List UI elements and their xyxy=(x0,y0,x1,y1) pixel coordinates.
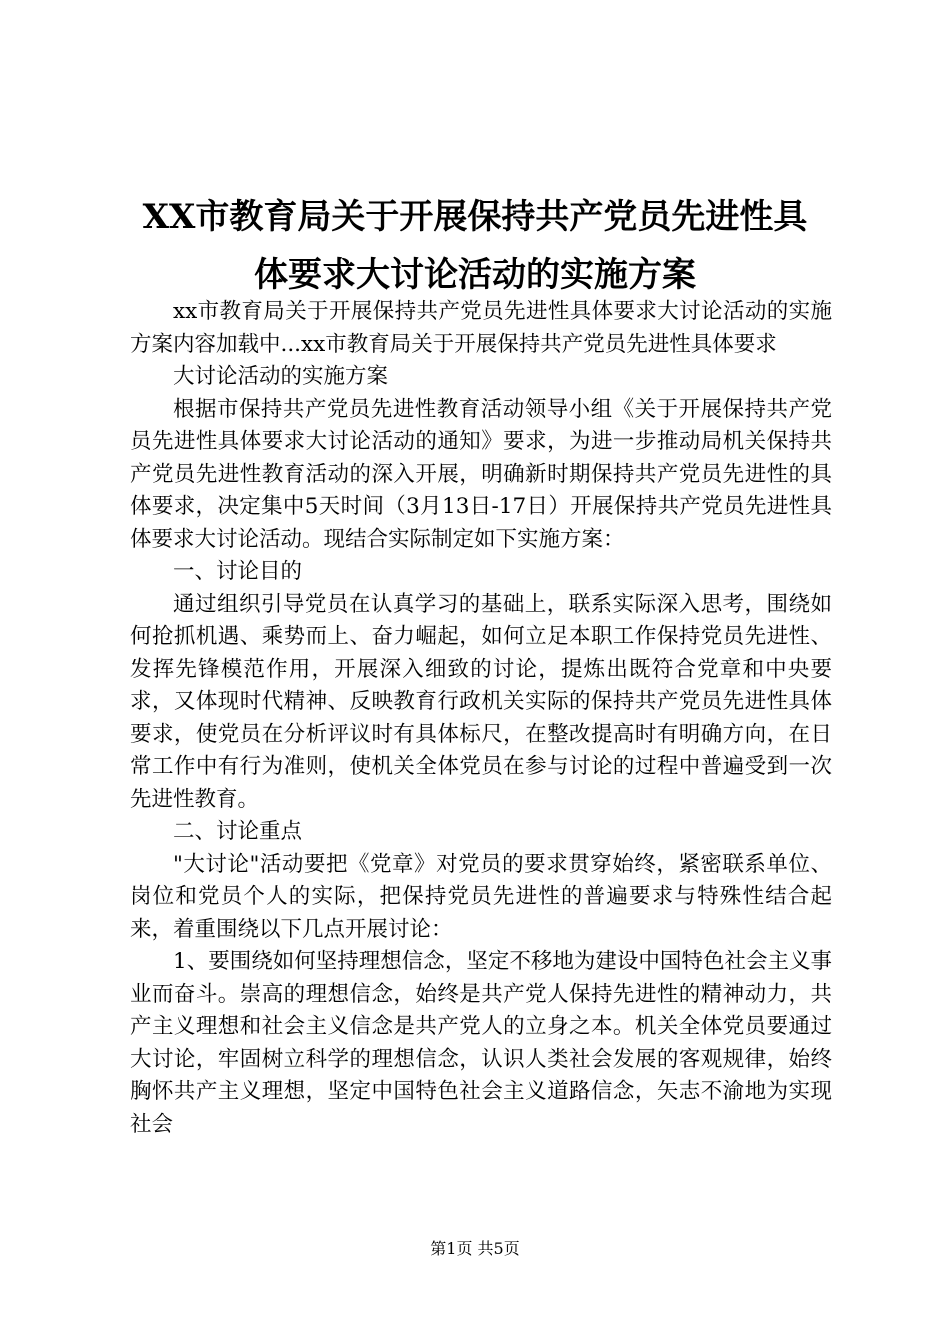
section-heading-purpose: 一、讨论目的 xyxy=(173,559,303,584)
focus-paragraph: "大讨论"活动要把《党章》对党员的要求贯穿始终，紧密联系单位、岗位和党员个人的实际，把保持党员先进性的普遍要求与特殊性结合起来，着重围绕以下几点开展讨论： xyxy=(130,851,832,942)
section-heading-focus: 二、讨论重点 xyxy=(173,819,303,844)
basis-paragraph: 根据市保持共产党员先进性教育活动领导小组《关于开展保持共产党员先进性具体要求大讨论活动的通知》要求，为进一步推动局机关保持共产党员先进性教育活动的深入开展，明确新时期保持共产党员先进性的具体要求，决定集中5天时间（3月13日-17日）开展保持共产党员先进性具体要求大讨论活动。现结合实际制定如下实施方案： xyxy=(130,396,832,552)
document-title xyxy=(120,188,830,304)
point-1-paragraph: 1、要围绕如何坚持理想信念，坚定不移地为建设中国特色社会主义事业而奋斗。崇高的理想信念，始终是共产党人保持先进性的精神动力，共产主义理想和社会主义信念是共产党人的立身之本。机关全体党员要通过大讨论，牢固树立科学的理想信念，认识人类社会发展的客观规律，始终胸怀共产主义理想，坚定中国特色社会主义道路信念，矢志不渝地为实现社会 xyxy=(130,949,832,1137)
document-body xyxy=(130,296,832,1141)
subtitle-paragraph: 大讨论活动的实施方案 xyxy=(173,364,389,389)
title-line-2: 体要求大讨论活动的实施方案 xyxy=(254,255,696,295)
title-line-1: XX市教育局关于开展保持共产党员先进性具 xyxy=(142,197,808,237)
purpose-paragraph: 通过组织引导党员在认真学习的基础上，联系实际深入思考，围绕如何抢抓机遇、乘势而上、奋力崛起，如何立足本职工作保持党员先进性、发挥先锋模范作用，开展深入细致的讨论，提炼出既符合党章和中央要求，又体现时代精神、反映教育行政机关实际的保持共产党员先进性具体要求，使党员在分析评议时有具体标尺，在整改提高时有明确方向，在日常工作中有行为准则，使机关全体党员在参与讨论的过程中普遍受到一次先进性教育。 xyxy=(130,591,832,812)
intro-paragraph: xx市教育局关于开展保持共产党员先进性具体要求大讨论活动的实施方案内容加载中...xx市教育局关于开展保持共产党员先进性具体要求 xyxy=(130,299,832,357)
page-number-footer: 第1页 共5页 xyxy=(430,1239,520,1258)
